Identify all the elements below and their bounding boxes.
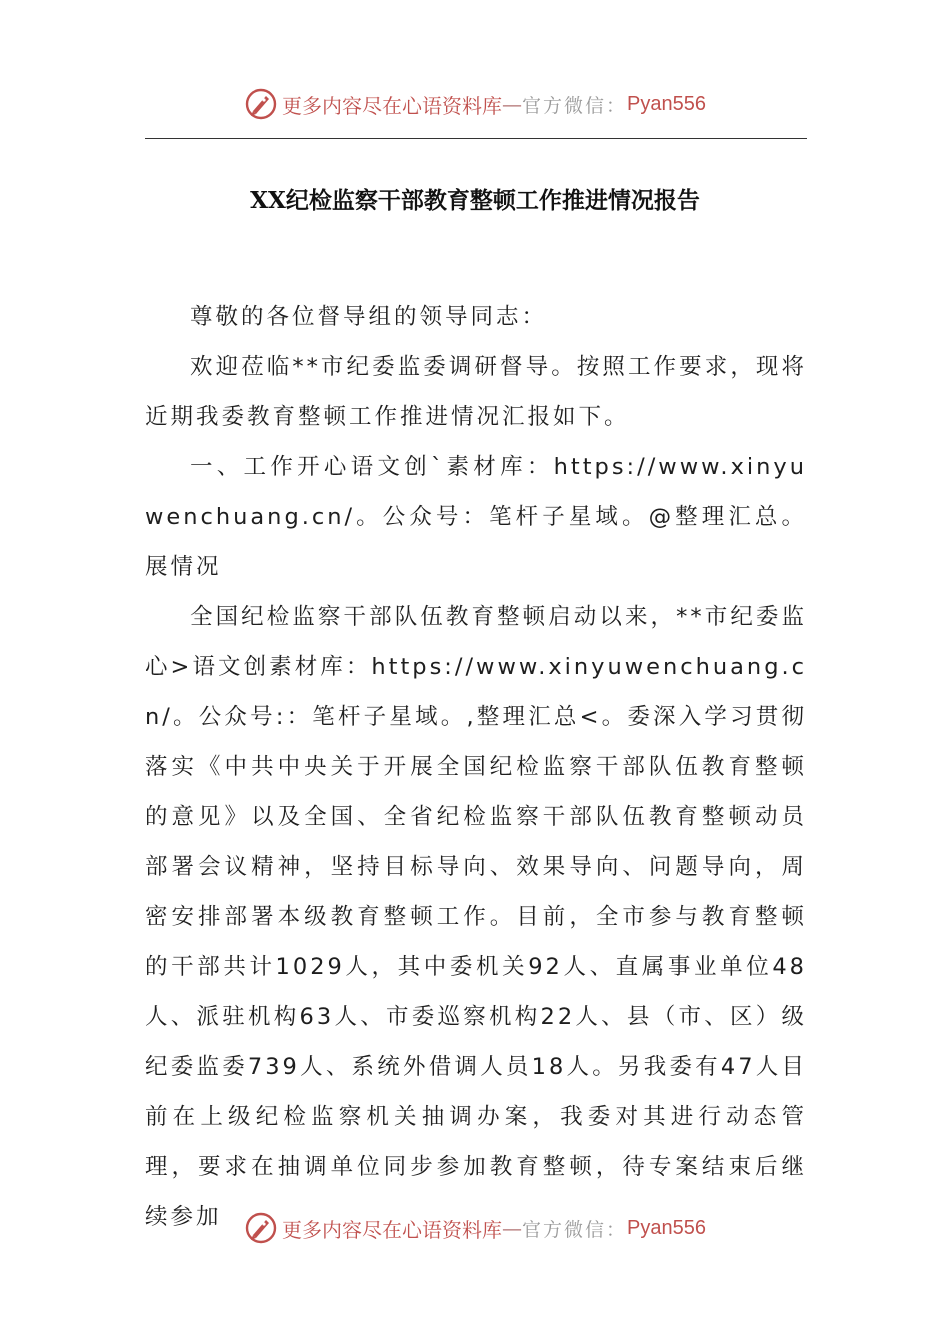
paragraph-body: 全国纪检监察干部队伍教育整顿启动以来，**市纪委监心>语文创素材库：https://www.xinyuwenchuang.cn/。公众号:：笔杆子星域。,整理汇总<。委深入学习贯彻落实《中共中央关于开展全国纪检监察干部队伍教育整顿的意见》以及全国、全省纪检监察干部队伍教育整顿动员部署会议精神，坚持目标导向、效果导向、问题导向，周密安排部署本级教育整顿工作。目前，全市参与教育整顿的干部共计1029人，其中委机关92人、直属事业单位48人、派驻机构63人、市委巡察机构22人、县（市、区）级纪委监委739人、系统外借调人员18人。另我委有47人目前在上级纪检监察机关抽调办案，我委对其进行动态管理，要求在抽调单位同步参加教育整顿，待专案结束后继续参加 — [145, 604, 807, 1230]
watermark-wechat-id: Pyan556 — [627, 1216, 706, 1239]
paragraph-intro: 欢迎莅临**市纪委监委调研督导。按照工作要求，现将近期我委教育整顿工作推进情况汇报如下。 — [145, 354, 807, 430]
watermark-banner-top — [0, 84, 950, 124]
pen-nib-logo-icon — [244, 87, 278, 121]
section-heading: 一、工作开心语文创`素材库：https://www.xinyuwenchuang.cn/。公众号：笔杆子星域。@整理汇总。展情况 — [145, 454, 807, 580]
watermark-text: 更多内容尽在心语资料库 — [282, 93, 502, 118]
watermark-label: 官方微信： — [522, 94, 628, 117]
header-divider — [145, 138, 807, 139]
watermark-label: 官方微信： — [522, 1218, 628, 1241]
watermark-separator: — — [502, 1216, 522, 1240]
watermark-text: 更多内容尽在心语资料库 — [282, 1217, 502, 1242]
watermark-wechat-id: Pyan556 — [627, 92, 706, 115]
document-body — [145, 292, 807, 1242]
pen-nib-logo-icon — [244, 1211, 278, 1245]
salutation: 尊敬的各位督导组的领导同志： — [190, 304, 548, 330]
watermark-banner-bottom — [0, 1208, 950, 1248]
watermark-separator: — — [502, 92, 522, 116]
document-title: XX纪检监察干部教育整顿工作推进情况报告 — [250, 187, 700, 214]
